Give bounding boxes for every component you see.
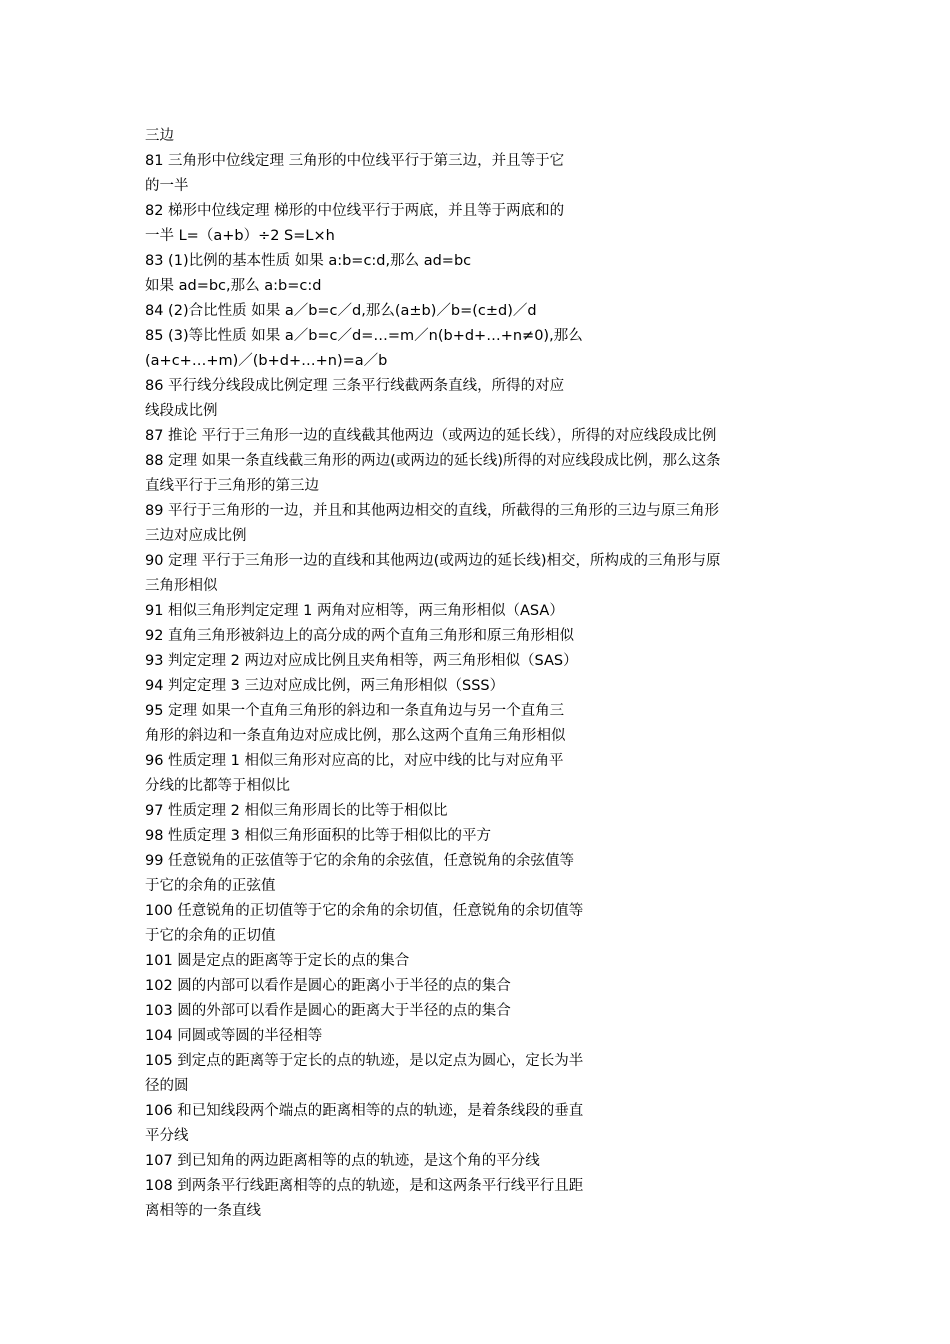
text-line: 81 三角形中位线定理 三角形的中位线平行于第三边，并且等于它 [145, 153, 565, 169]
text-line: 线段成比例 [145, 403, 218, 419]
text-line: 分线的比都等于相似比 [145, 778, 290, 794]
text-line: 85 (3)等比性质 如果 a／b=c／d=…=m／n(b+d+…+n≠0),那么 [145, 328, 583, 344]
text-line: 83 (1)比例的基本性质 如果 a:b=c:d,那么 ad=bc [145, 253, 472, 269]
text-line: 101 圆是定点的距离等于定长的点的集合 [145, 953, 410, 969]
text-line: 于它的余角的正切值 [145, 928, 276, 944]
text-line: 108 到两条平行线距离相等的点的轨迹，是和这两条平行线平行且距 [145, 1178, 584, 1194]
text-line: 一半 L=（a+b）÷2 S=L×h [145, 228, 335, 244]
text-line: 三边 [145, 128, 174, 144]
text-line: 如果 ad=bc,那么 a:b=c:d [145, 278, 322, 294]
text-line: 106 和已知线段两个端点的距离相等的点的轨迹，是着条线段的垂直 [145, 1103, 584, 1119]
text-line: 103 圆的外部可以看作是圆心的距离大于半径的点的集合 [145, 1003, 511, 1019]
text-line: 平分线 [145, 1128, 189, 1144]
text-line: 94 判定定理 3 三边对应成比例，两三角形相似（SSS） [145, 678, 505, 694]
text-line: 104 同圆或等圆的半径相等 [145, 1028, 323, 1044]
text-line: 90 定理 平行于三角形一边的直线和其他两边(或两边的延长线)相交，所构成的三角形与原 [145, 553, 721, 569]
text-line: 86 平行线分线段成比例定理 三条平行线截两条直线，所得的对应 [145, 378, 565, 394]
text-line: 96 性质定理 1 相似三角形对应高的比，对应中线的比与对应角平 [145, 753, 564, 769]
text-line: 107 到已知角的两边距离相等的点的轨迹，是这个角的平分线 [145, 1153, 540, 1169]
text-line: 102 圆的内部可以看作是圆心的距离小于半径的点的集合 [145, 978, 511, 994]
text-line: 三边对应成比例 [145, 528, 247, 544]
text-line: 87 推论 平行于三角形一边的直线截其他两边（或两边的延长线），所得的对应线段成比例 [145, 428, 717, 444]
text-line: 径的圆 [145, 1078, 189, 1094]
text-line: 91 相似三角形判定定理 1 两角对应相等，两三角形相似（ASA） [145, 603, 564, 619]
text-line: 于它的余角的正弦值 [145, 878, 276, 894]
text-line: 97 性质定理 2 相似三角形周长的比等于相似比 [145, 803, 448, 819]
text-line: 88 定理 如果一条直线截三角形的两边(或两边的延长线)所得的对应线段成比例，那么这条 [145, 453, 721, 469]
text-line: 100 任意锐角的正切值等于它的余角的余切值，任意锐角的余切值等 [145, 903, 584, 919]
document-body [145, 124, 825, 1224]
text-line: 105 到定点的距离等于定长的点的轨迹，是以定点为圆心，定长为半 [145, 1053, 584, 1069]
text-line: 99 任意锐角的正弦值等于它的余角的余弦值，任意锐角的余弦值等 [145, 853, 575, 869]
text-line: 的一半 [145, 178, 189, 194]
text-line: 直线平行于三角形的第三边 [145, 478, 319, 494]
text-line: 93 判定定理 2 两边对应成比例且夹角相等，两三角形相似（SAS） [145, 653, 578, 669]
text-line: 95 定理 如果一个直角三角形的斜边和一条直角边与另一个直角三 [145, 703, 565, 719]
text-line: 98 性质定理 3 相似三角形面积的比等于相似比的平方 [145, 828, 492, 844]
text-line: 84 (2)合比性质 如果 a／b=c／d,那么(a±b)／b=(c±d)／d [145, 303, 537, 319]
text-line: 82 梯形中位线定理 梯形的中位线平行于两底，并且等于两底和的 [145, 203, 565, 219]
text-line: 离相等的一条直线 [145, 1203, 261, 1219]
text-line: 89 平行于三角形的一边，并且和其他两边相交的直线，所截得的三角形的三边与原三角形 [145, 503, 720, 519]
text-line: (a+c+…+m)／(b+d+…+n)=a／b [145, 353, 388, 369]
text-line: 三角形相似 [145, 578, 218, 594]
text-line: 角形的斜边和一条直角边对应成比例，那么这两个直角三角形相似 [145, 728, 566, 744]
text-line: 92 直角三角形被斜边上的高分成的两个直角三角形和原三角形相似 [145, 628, 575, 644]
